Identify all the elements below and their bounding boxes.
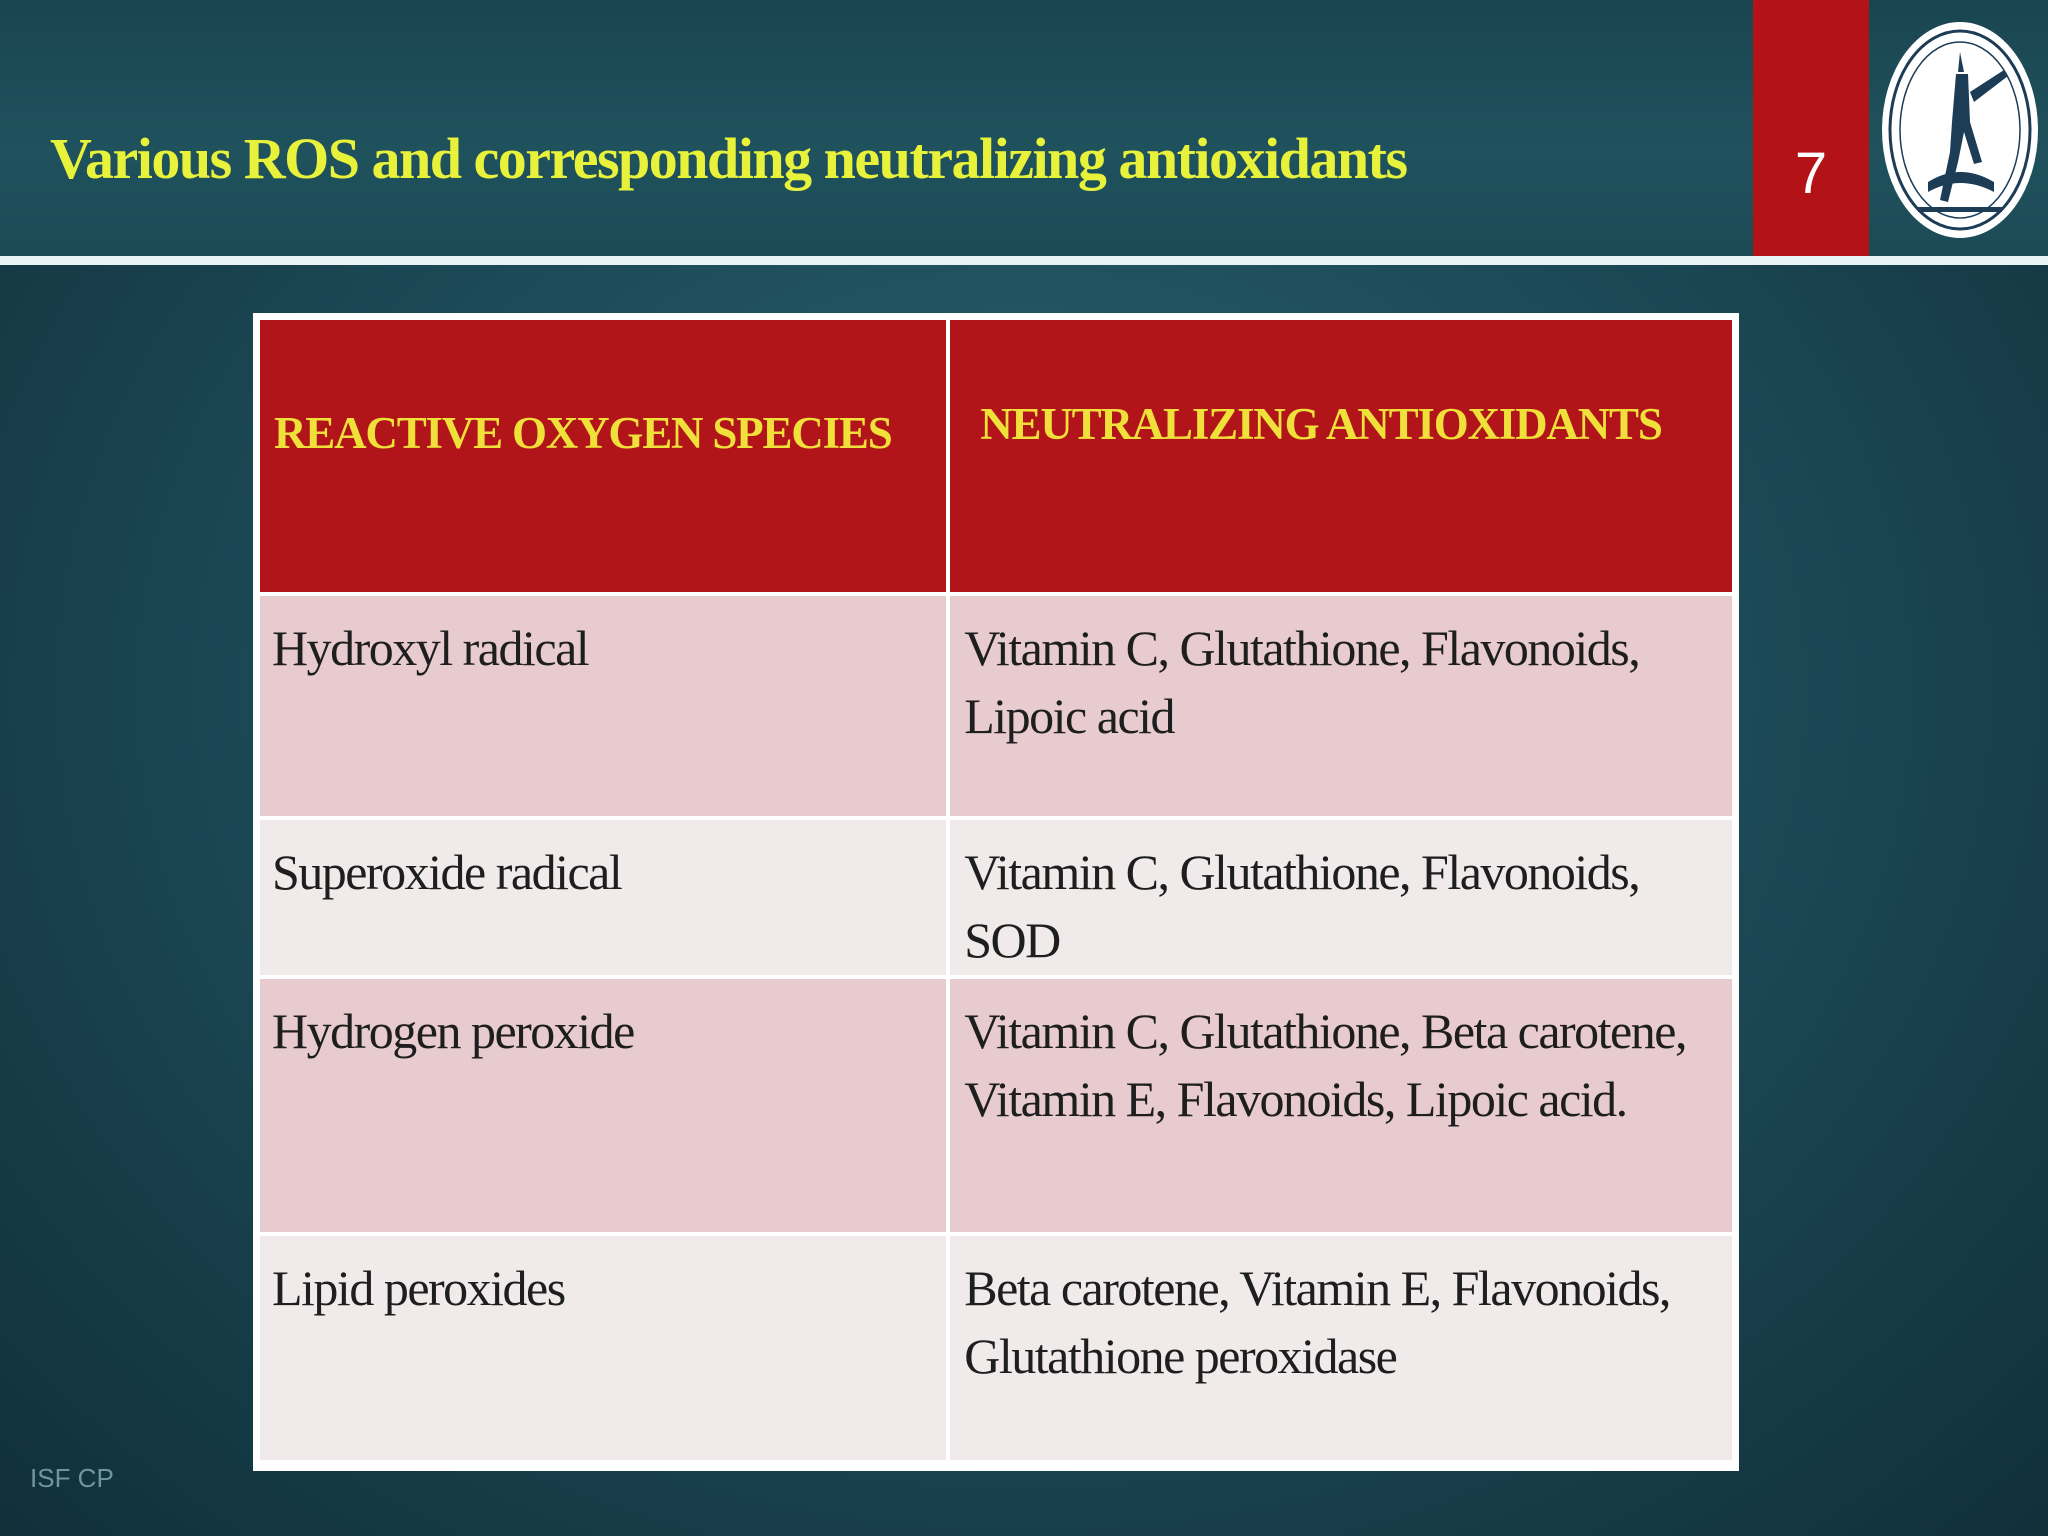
table-cell (950, 979, 1732, 1232)
ros-name: Hydrogen peroxide (272, 1003, 634, 1059)
header-cell-antioxidants (950, 320, 1732, 592)
page-number: 7 (1794, 141, 1828, 206)
institution-seal-logo (1878, 12, 2042, 248)
header-ros-label: REACTIVE OXYGEN SPECIES (274, 408, 892, 458)
antioxidant-list: Beta carotene, Vitamin E, Flavonoids, Glutathione peroxidase (964, 1260, 1670, 1384)
table-row (260, 979, 1732, 1232)
slide-title: Various ROS and corresponding neutralizing antioxidants (50, 126, 1407, 191)
ros-antioxidant-table (253, 313, 1739, 1471)
table-cell (260, 1236, 946, 1460)
table-cell (950, 596, 1732, 816)
antioxidant-list: Vitamin C, Glutathione, Flavonoids, Lipoic acid (964, 620, 1640, 744)
ros-name: Hydroxyl radical (272, 620, 589, 676)
table-row (260, 596, 1732, 816)
table-row (260, 820, 1732, 975)
antioxidant-list: Vitamin C, Glutathione, Beta carotene, Vitamin E, Flavonoids, Lipoic acid. (964, 1003, 1686, 1127)
header-divider (0, 256, 2048, 265)
table-cell (950, 1236, 1732, 1460)
ros-name: Lipid peroxides (272, 1260, 565, 1316)
header-antioxidants-label: NEUTRALIZING ANTIOXIDANTS (980, 399, 1662, 449)
table-cell (260, 820, 946, 975)
header-cell-ros (260, 320, 946, 592)
table-cell (950, 820, 1732, 975)
footer-label: ISF CP (30, 1463, 114, 1493)
table-cell (260, 596, 946, 816)
ros-name: Superoxide radical (272, 844, 622, 900)
table-row (260, 1236, 1732, 1460)
table-cell (260, 979, 946, 1232)
page-number-tab (1753, 0, 1869, 256)
antioxidant-list: Vitamin C, Glutathione, Flavonoids, SOD (964, 844, 1640, 968)
